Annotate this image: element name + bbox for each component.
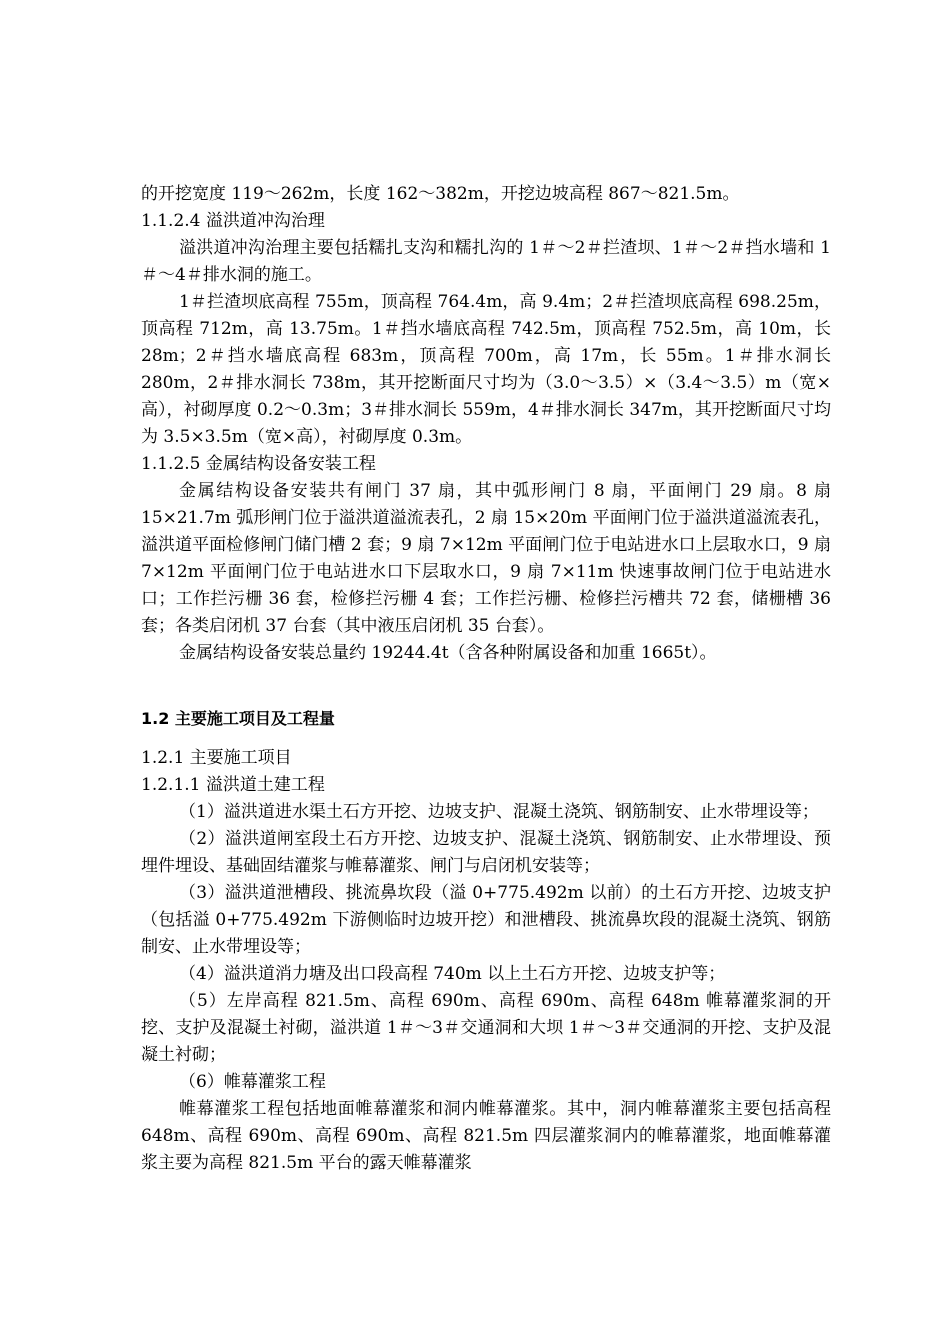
list-item-2: （2）溢洪道闸室段土石方开挖、边坡支护、混凝土浇筑、钢筋制安、止水带埋设、预埋件埋设、基础固结灌浆与帷幕灌浆、闸门与启闭机安装等；: [141, 829, 831, 876]
paragraph-curtain-grouting: 帷幕灌浆工程包括地面帷幕灌浆和洞内帷幕灌浆。其中，洞内帷幕灌浆主要包括高程 648m、高程 690m、高程 690m、高程 821.5m 四层灌浆洞内的帷幕灌浆，地面帷幕灌浆主要为高程 821.5m 平台的露天帷幕灌浆: [141, 1099, 831, 1173]
section-1-2-1: [141, 745, 831, 1177]
continued-paragraph: 的开挖宽度 119～262m，长度 162～382m，开挖边坡高程 867～821.5m。: [141, 184, 740, 204]
heading-1-1-2-4: 1.1.2.4 溢洪道冲沟治理: [141, 211, 325, 231]
heading-1-2-1-1: 1.2.1.1 溢洪道土建工程: [141, 775, 325, 795]
list-item-4: （4）溢洪道消力塘及出口段高程 740m 以上土石方开挖、边坡支护等；: [179, 964, 726, 984]
section-1-1-2-continued: [141, 181, 831, 667]
list-item-1: （1）溢洪道进水渠土石方开挖、边坡支护、混凝土浇筑、钢筋制安、止水带埋设等；: [179, 802, 819, 822]
heading-1-1-2-5: 1.1.2.5 金属结构设备安装工程: [141, 454, 376, 474]
list-item-5: （5）左岸高程 821.5m、高程 690m、高程 690m、高程 648m 帷幕灌浆洞的开挖、支护及混凝土衬砌，溢洪道 1＃～3＃交通洞和大坝 1＃～3＃交通洞的开挖、支护及混凝土衬砌；: [141, 991, 831, 1065]
list-item-3: （3）溢洪道泄槽段、挑流鼻坎段（溢 0+775.492m 以前）的土石方开挖、边坡支护（包括溢 0+775.492m 下游侧临时边坡开挖）和泄槽段、挑流鼻坎段的混凝土浇筑、钢筋制安、止水带埋设等；: [141, 883, 831, 957]
heading-1-2-1: 1.2.1 主要施工项目: [141, 748, 292, 768]
heading-1-2: 1.2 主要施工项目及工程量: [141, 709, 335, 728]
paragraph-gully-overview: 溢洪道冲沟治理主要包括糯扎支沟和糯扎沟的 1＃～2＃拦渣坝、1＃～2＃挡水墙和 1＃～4＃排水洞的施工。: [141, 238, 831, 285]
section-1-2: [141, 705, 831, 732]
paragraph-gates-details: 金属结构设备安装共有闸门 37 扇，其中弧形闸门 8 扇，平面闸门 29 扇。8 扇 15×21.7m 弧形闸门位于溢洪道溢流表孔，2 扇 15×20m 平面闸门位于溢洪道溢流表孔，溢洪道平面检修闸门储门槽 2 套；9 扇 7×12m 平面闸门位于电站进水口上层取水口，9 扇 7×12m 平面闸门位于电站进水口下层取水口，9 扇 7×11m 快速事故闸门位于电站进水口；工作拦污栅 36 套，检修拦污栅 4 套；工作拦污栅、检修拦污槽共 72 套，储栅槽 36 套；各类启闭机 37 台套（其中液压启闭机 35 台套）。: [141, 481, 831, 636]
paragraph-gates-total: 金属结构设备安装总量约 19244.4t（含各种附属设备和加重 1665t）。: [179, 643, 717, 663]
paragraph-gully-details: 1＃拦渣坝底高程 755m，顶高程 764.4m，高 9.4m；2＃拦渣坝底高程 698.25m，顶高程 712m，高 13.75m。1＃挡水墙底高程 742.5m，顶高程 752.5m，高 10m，长 28m；2＃挡水墙底高程 683m，顶高程 700m，高 17m，长 55m。1＃排水洞长 280m，2＃排水洞长 738m，其开挖断面尺寸均为（3.0～3.5）×（3.4～3.5）m（宽×高），衬砌厚度 0.2～0.3m；3＃排水洞长 559m，4＃排水洞长 347m，其开挖断面尺寸均为 3.5×3.5m（宽×高），衬砌厚度 0.3m。: [141, 292, 831, 447]
list-item-6: （6）帷幕灌浆工程: [179, 1072, 326, 1092]
